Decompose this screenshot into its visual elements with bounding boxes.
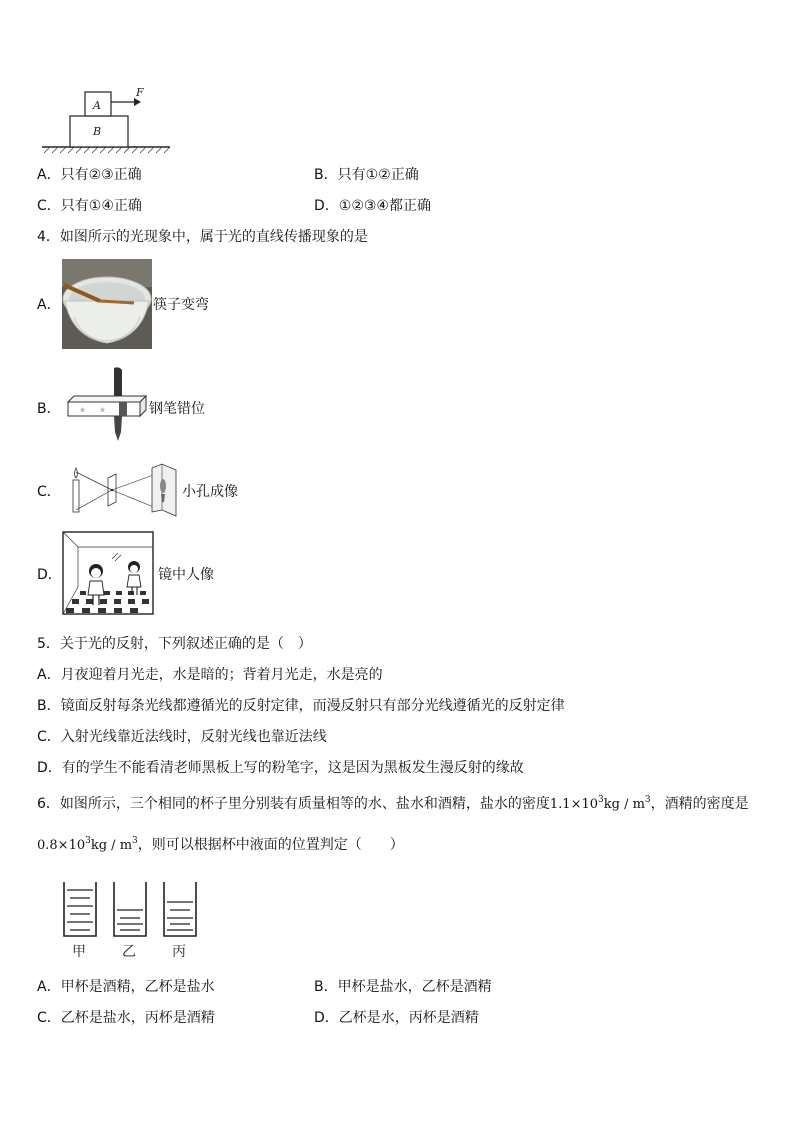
three-cups-figure xyxy=(60,878,206,962)
q3-option-b: B．只有①②正确 xyxy=(314,167,419,183)
q6-option-b: B．甲杯是盐水，乙杯是酒精 xyxy=(314,979,492,995)
alcohol-density-base: 0.8×10 xyxy=(37,838,86,853)
q5-option-c: C．入射光线靠近法线时，反射光线也靠近法线 xyxy=(37,729,327,745)
q4-option-b-letter: B． xyxy=(37,401,61,417)
svg-text:※: ※ xyxy=(80,407,86,414)
q6-stem-line1 xyxy=(37,795,749,814)
block-b-label: B xyxy=(93,125,102,138)
q5-option-a: A．月夜迎着月光走，水是暗的；背着月光走，水是亮的 xyxy=(37,667,383,683)
cup-label-yi: 乙 xyxy=(122,944,136,960)
q3-option-c: C．只有①④正确 xyxy=(37,198,142,214)
q5-option-b: B．镜面反射每条光线都遵循光的反射定律，而漫反射只有部分光线遵循光的反射定律 xyxy=(37,698,565,714)
mirror-image-figure xyxy=(62,531,154,615)
q4-option-a-caption: 筷子变弯 xyxy=(153,297,209,313)
alcohol-density-unit-exp: 3 xyxy=(132,836,138,846)
q6-stem-line2 xyxy=(37,836,404,855)
salt-density-exp: 3 xyxy=(598,795,604,805)
q4-stem: 4．如图所示的光现象中，属于光的直线传播现象的是 xyxy=(37,229,368,245)
q4-option-b-caption: 钢笔错位 xyxy=(149,401,205,417)
alcohol-density-exp: 3 xyxy=(85,836,91,846)
salt-density-formula xyxy=(550,797,651,812)
cup-label-jia: 甲 xyxy=(72,944,86,960)
pinhole-camera-figure xyxy=(66,462,178,518)
q4-option-c-caption: 小孔成像 xyxy=(182,484,238,500)
chopstick-bowl-photo xyxy=(62,259,152,349)
salt-density-unit-exp: 3 xyxy=(644,795,651,805)
q6-stem-part1: 6．如图所示，三个相同的杯子里分别装有质量相等的水、盐水和酒精，盐水的密度 xyxy=(37,796,550,812)
q3-option-d: D．①②③④都正确 xyxy=(314,198,431,214)
blocks-force-figure xyxy=(40,84,180,154)
force-f-label: F xyxy=(136,86,144,99)
salt-density-unit: kg / m xyxy=(603,797,645,812)
block-a-label: A xyxy=(93,99,101,112)
q6-stem-part2: ，酒精的密度是 xyxy=(650,796,749,812)
q4-option-a-letter: A． xyxy=(37,297,61,313)
pen-glass-figure xyxy=(64,366,148,442)
q4-option-d-letter: D． xyxy=(37,567,62,583)
q5-stem: 5．关于光的反射，下列叙述正确的是（ ） xyxy=(37,636,312,652)
q6-stem-part3: ，则可以根据杯中液面的位置判定（ ） xyxy=(137,837,404,853)
q6-option-d: D．乙杯是水，丙杯是酒精 xyxy=(314,1010,479,1026)
q4-option-d-caption: 镜中人像 xyxy=(158,567,214,583)
q5-option-d: D．有的学生不能看清老师黑板上写的粉笔字，这是因为黑板发生漫反射的缘故 xyxy=(37,760,524,776)
q3-option-a: A．只有②③正确 xyxy=(37,167,142,183)
q4-option-c-letter: C． xyxy=(37,484,61,500)
svg-text:※: ※ xyxy=(100,407,106,414)
alcohol-density-formula xyxy=(37,838,138,853)
q6-option-c: C．乙杯是盐水，丙杯是酒精 xyxy=(37,1010,215,1026)
cup-label-bing: 丙 xyxy=(172,944,186,960)
salt-density-base: 1.1×10 xyxy=(549,797,599,812)
q6-option-a: A．甲杯是酒精，乙杯是盐水 xyxy=(37,979,215,995)
alcohol-density-unit: kg / m xyxy=(90,838,133,853)
